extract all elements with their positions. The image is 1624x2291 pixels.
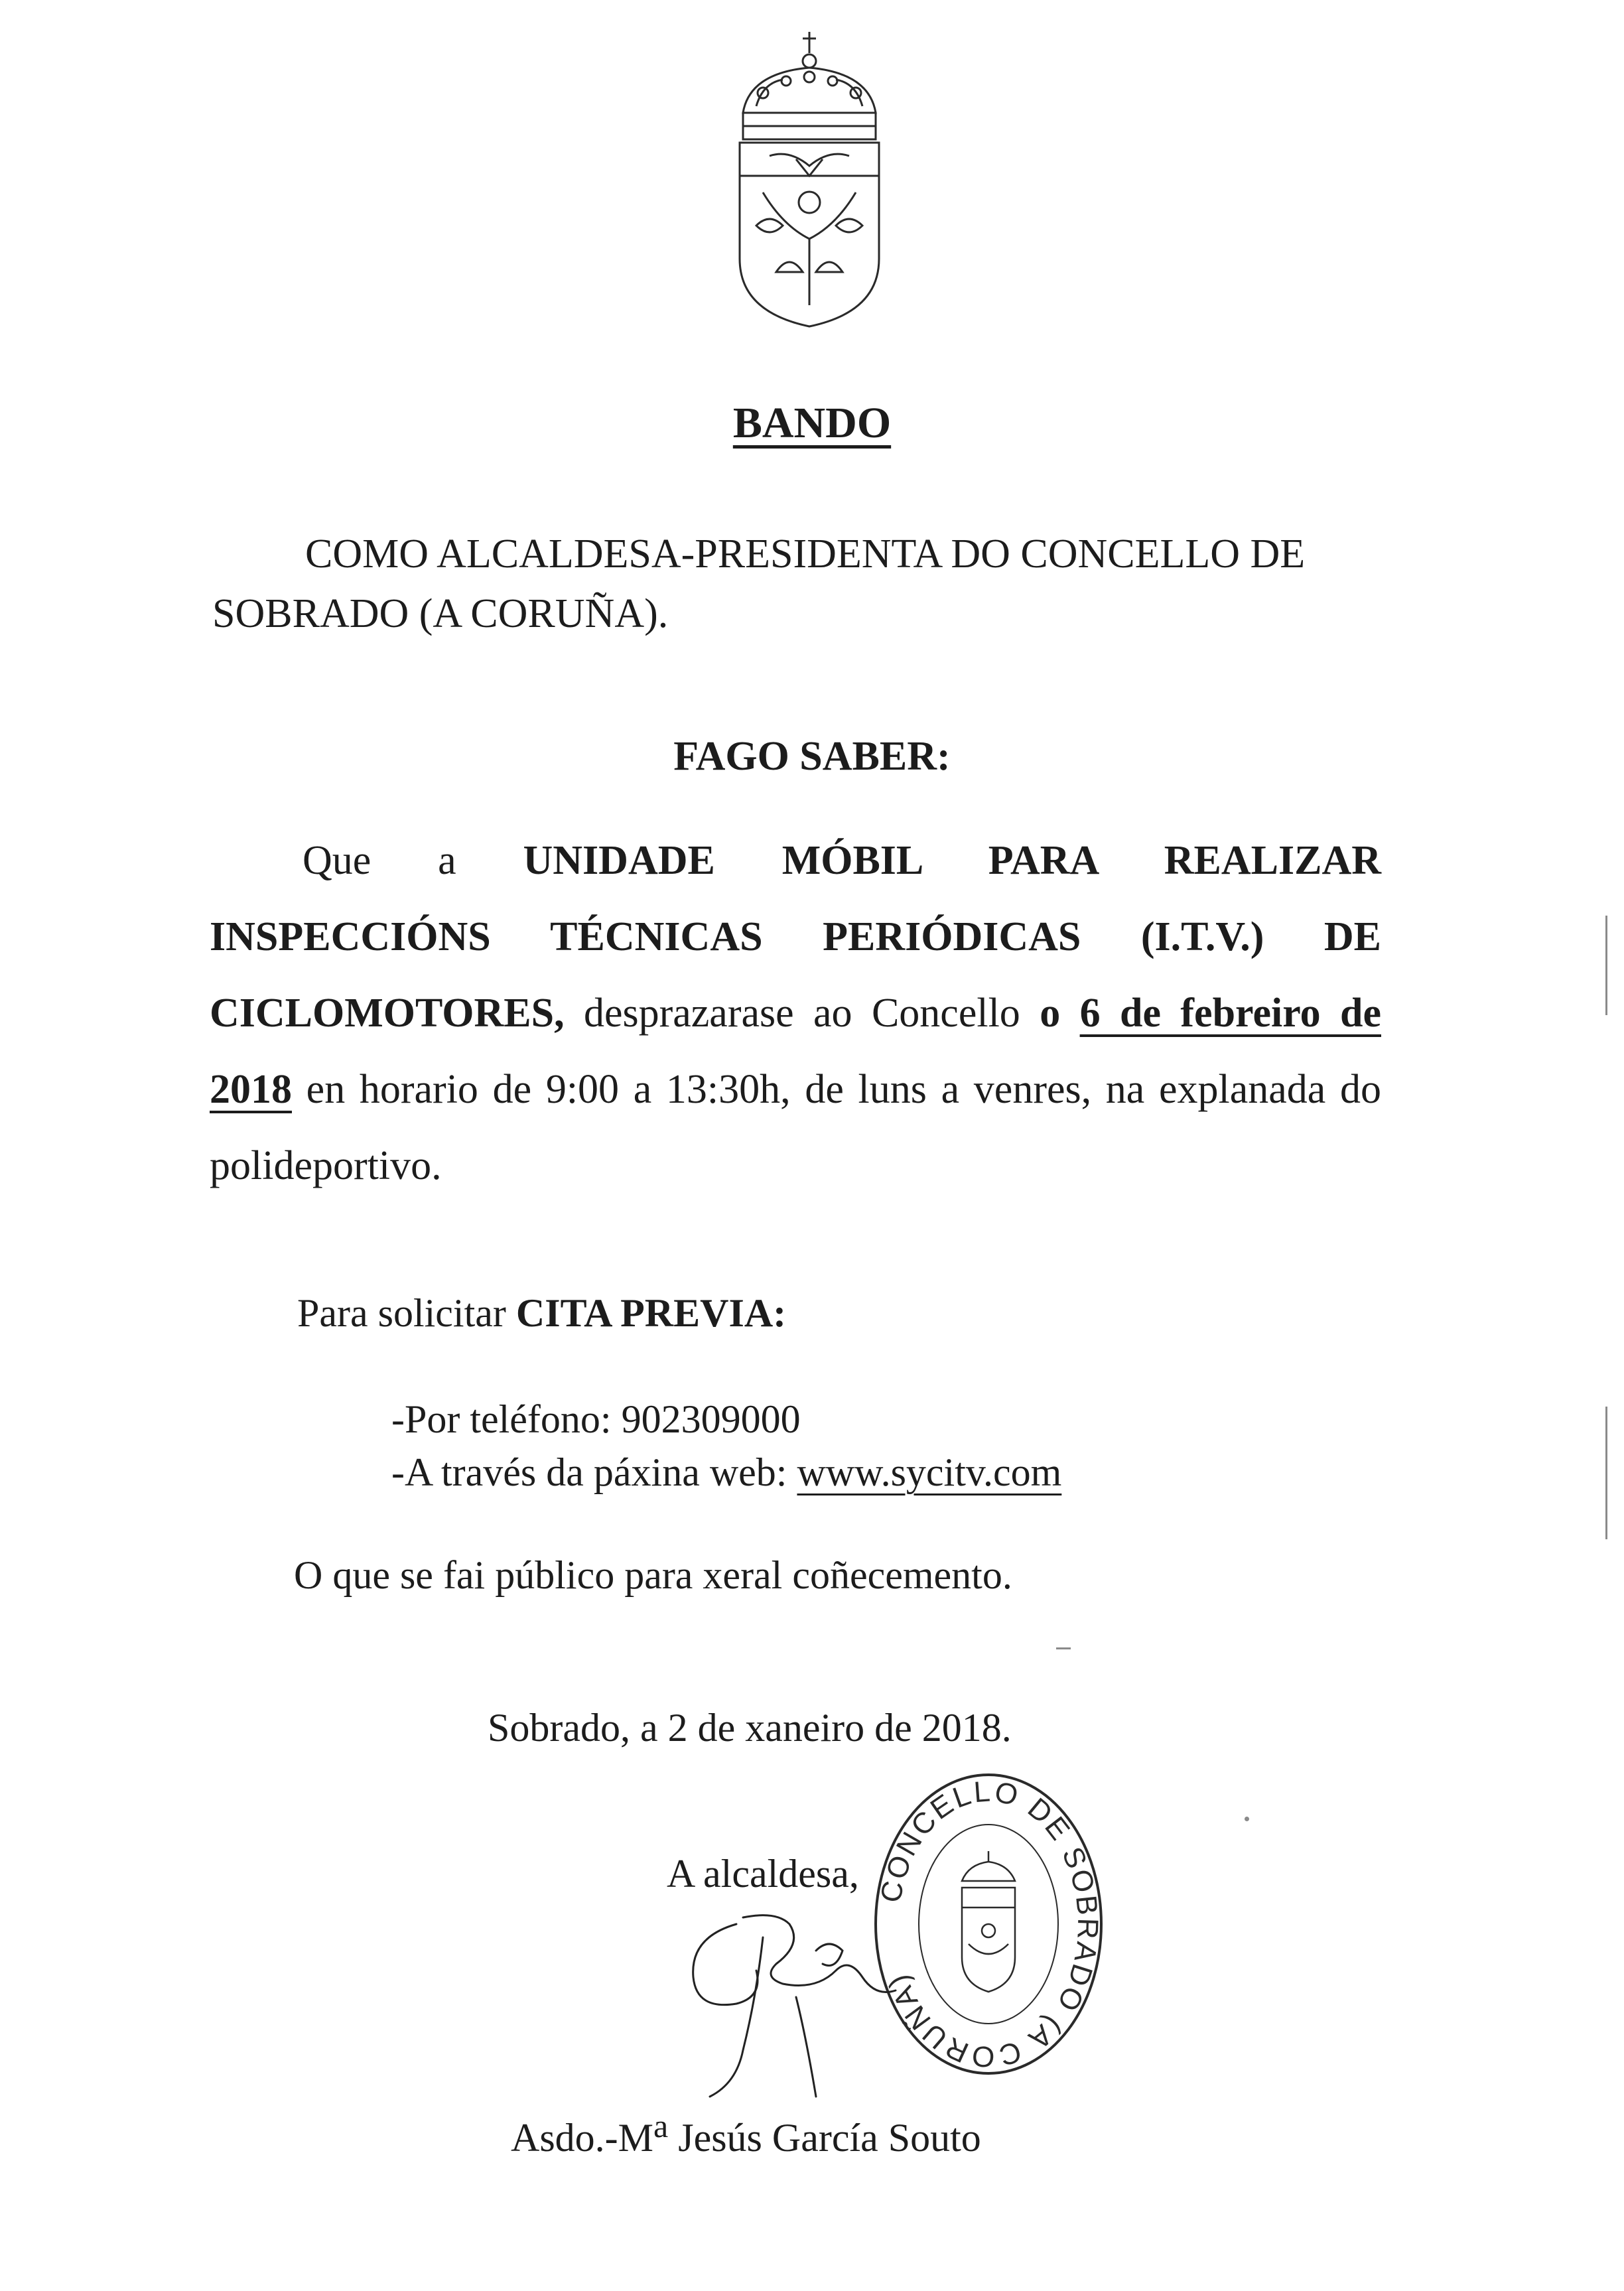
stamp-text: CONCELLO DE SOBRADO (A CORUÑA): [874, 1775, 1105, 2074]
handwritten-signature: [663, 1898, 929, 2117]
authority-heading: COMO ALCALDESA-PRESIDENTA DO CONCELLO DE SOBRADO (A CORUÑA).: [212, 531, 1306, 636]
service-name: UNIDADE MÓBIL PARA REALIZAR INSPECCIÓNS TÉCNICAS PERIÓDICAS (I.T.V.) DE CICLOMOTORES,: [210, 838, 1381, 1036]
service-date: 6 de febreiro de 2018: [210, 991, 1381, 1112]
scan-mark: [1245, 1817, 1249, 1821]
web-line: -A través da páxina web: www.sycitv.com: [391, 1450, 1062, 1494]
signer-role: A alcaldesa,: [667, 1852, 859, 1896]
closing-statement: O que se fai público para xeral coñecemento.: [294, 1553, 1012, 1597]
appointment-line: Para solicitar CITA PREVIA:: [297, 1291, 787, 1335]
scan-mark: [1605, 916, 1607, 1015]
scan-mark: [1056, 1647, 1071, 1649]
announcement-paragraph: Que a UNIDADE MÓBIL PARA REALIZAR INSPECCIÓNS TÉCNICAS PERIÓDICAS (I.T.V.) DE CICLOMOTORES, desprazarase ao Concello o 6 de febreiro de 2018 en horario de 9:00 a 13:30h, de luns a venres, na explanada do polideportivo.: [210, 838, 1381, 1188]
announcement-heading: FAGO SABER:: [673, 734, 951, 779]
signer-name: $Asdo.-M^a$ Jesús García Souto: [511, 2107, 981, 2160]
document-title: BANDO: [732, 399, 892, 447]
place-and-date: Sobrado, a 2 de xaneiro de 2018.: [488, 1706, 1012, 1750]
phone-number: 902309000: [621, 1397, 801, 1441]
phone-line: -Por teléfono: 902309000: [391, 1397, 801, 1441]
website-link[interactable]: www.sycitv.com: [797, 1450, 1062, 1494]
scan-mark: [1605, 1407, 1607, 1539]
coat-of-arms-emblem: [716, 27, 902, 332]
